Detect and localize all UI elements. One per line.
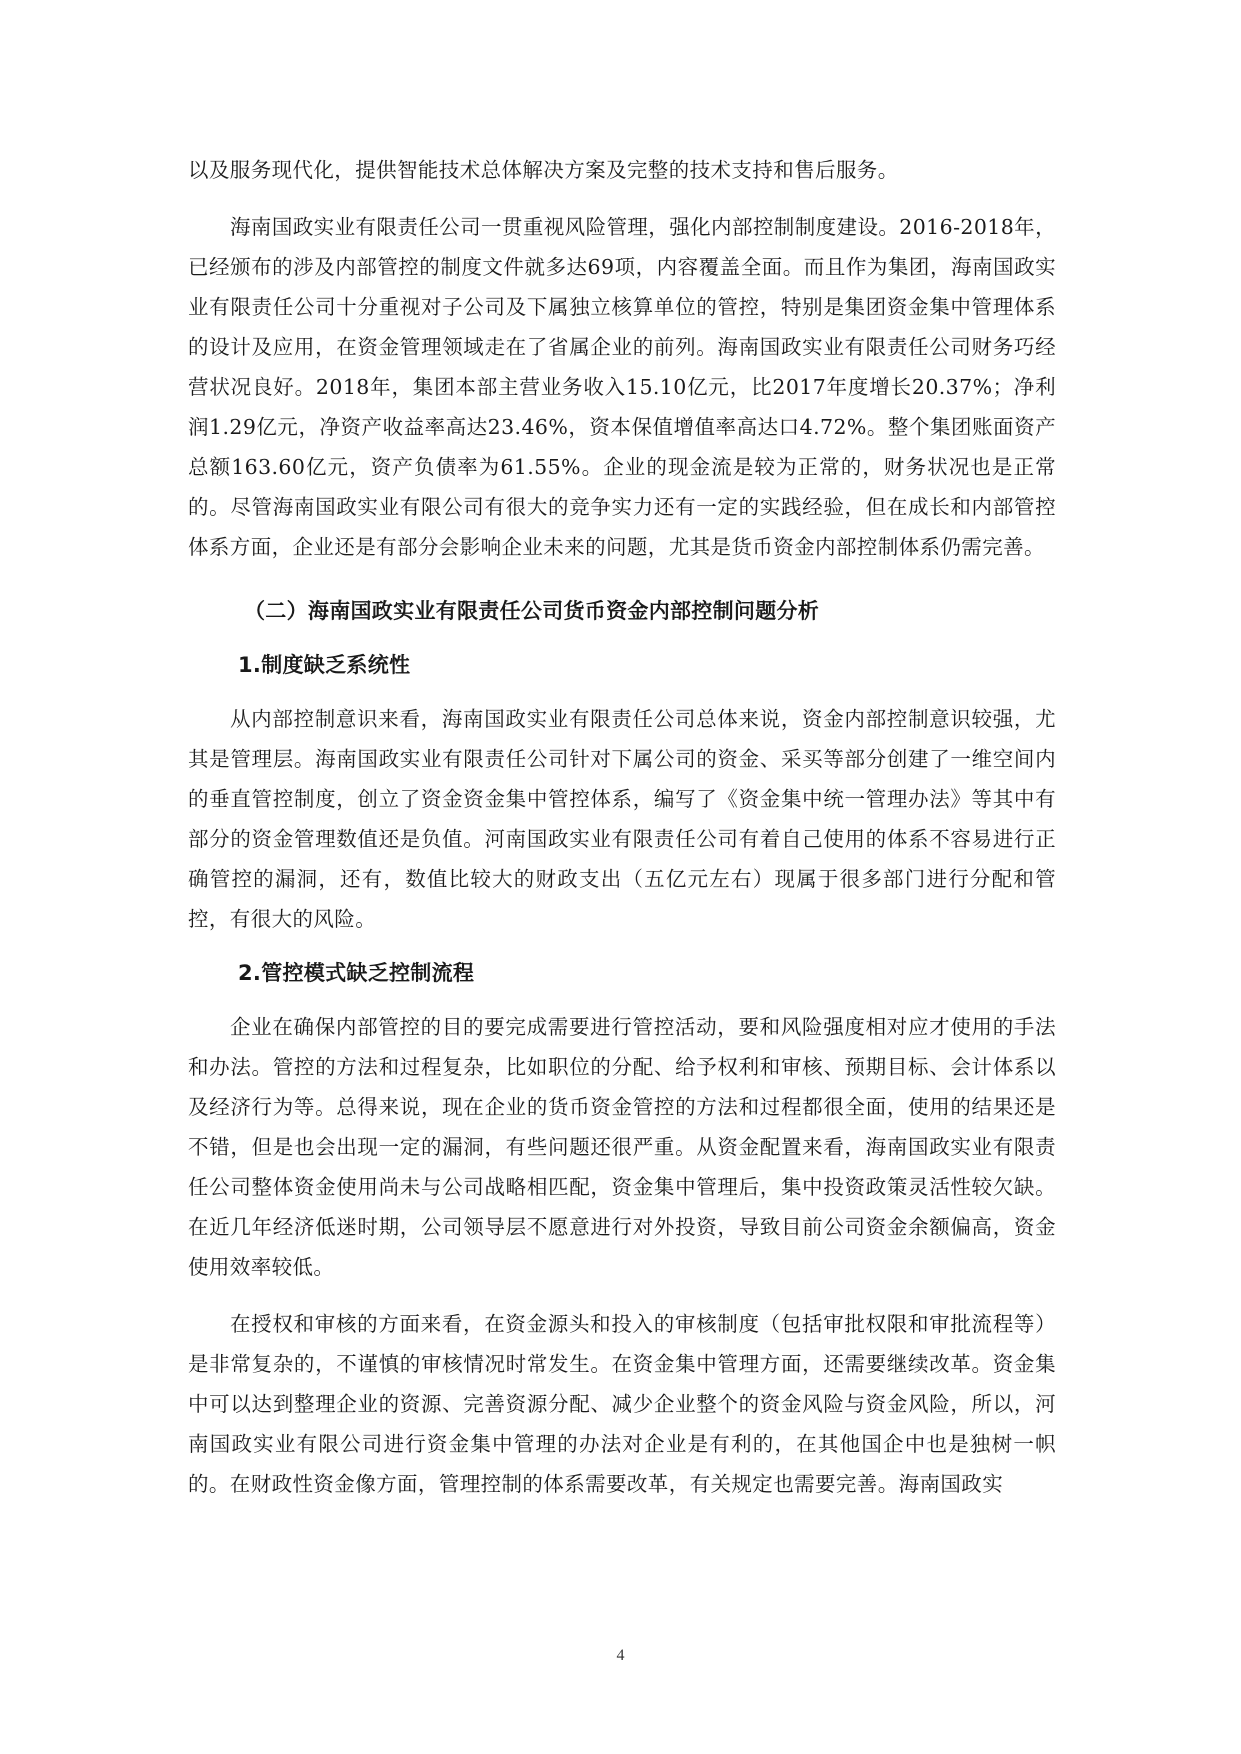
paragraph-control-process: 企业在确保内部管控的目的要完成需要进行管控活动，要和风险强度相对应才使用的手法和办法。管控的方法和过程复杂，比如职位的分配、给予权利和审核、预期目标、会计体系以及经济行为等。总得来说，现在企业的货币资金管控的方法和过程都很全面，使用的结果还是不错，但是也会出现一定的漏洞，有些问题还很严重。从资金配置来看，海南国政实业有限责任公司整体资金使用尚未与公司战略相匹配，资金集中管理后，集中投资政策灵活性较欠缺。在近几年经济低迷时期，公司领导层不愿意进行对外投资，导致目前公司资金余额偏高，资金使用效率较低。 [188,1015,1056,1279]
document-body [188,150,1056,1504]
paragraph-system-issues: 从内部控制意识来看，海南国政实业有限责任公司总体来说，资金内部控制意识较强，尤其是管理层。海南国政实业有限责任公司针对下属公司的资金、采买等部分创建了一维空间内的垂直管控制度，创立了资金资金集中管控体系，编写了《资金集中统一管理办法》等其中有部分的资金管理数值还是负值。河南国政实业有限责任公司有着自己使用的体系不容易进行正确管控的漏洞，还有，数值比较大的财政支出（五亿元左右）现属于很多部门进行分配和管控，有很大的风险。 [188,707,1056,931]
section-heading-2: （二）海南国政实业有限责任公司货币资金内部控制问题分析 [244,599,820,623]
paragraph-authorization-review: 在授权和审核的方面来看，在资金源头和投入的审核制度（包括审批权限和审批流程等）是非常复杂的，不谨慎的审核情况时常发生。在资金集中管理方面，还需要继续改革。资金集中可以达到整理企业的资源、完善资源分配、减少企业整个的资金风险与资金风险，所以，河南国政实业有限公司进行资金集中管理的办法对企业是有利的，在其他国企中也是独树一帜的。在财政性资金像方面，管理控制的体系需要改革，有关规定也需要完善。海南国政实 [188,1312,1056,1496]
subsection-heading-2: 2.管控模式缺乏控制流程 [238,961,475,985]
paragraph-company-overview: 海南国政实业有限责任公司一贯重视风险管理，强化内部控制制度建设。2016-2018年，已经颁布的涉及内部管控的制度文件就多达69项，内容覆盖全面。而且作为集团，海南国政实业有限责任公司十分重视对子公司及下属独立核算单位的管控，特别是集团资金集中管理体系的设计及应用，在资金管理领域走在了省属企业的前列。海南国政实业有限责任公司财务巧经营状况良好。2018年，集团本部主营业务收入15.10亿元，比2017年度增长20.37%；净利润1.29亿元，净资产收益率高达23.46%，资本保值增值率高达口4.72%。整个集团账面资产总额163.60亿元，资产负债率为61.55%。企业的现金流是较为正常的，财务状况也是正常的。尽管海南国政实业有限公司有很大的竞争实力还有一定的实践经验，但在成长和内部管控体系方面，企业还是有部分会影响企业未来的问题，尤其是货币资金内部控制体系仍需完善。 [188,215,1056,559]
paragraph-continuation: 以及服务现代化，提供智能技术总体解决方案及完整的技术支持和售后服务。 [188,158,899,182]
page-number: 4 [616,1647,625,1664]
subsection-heading-1: 1.制度缺乏系统性 [238,653,411,677]
